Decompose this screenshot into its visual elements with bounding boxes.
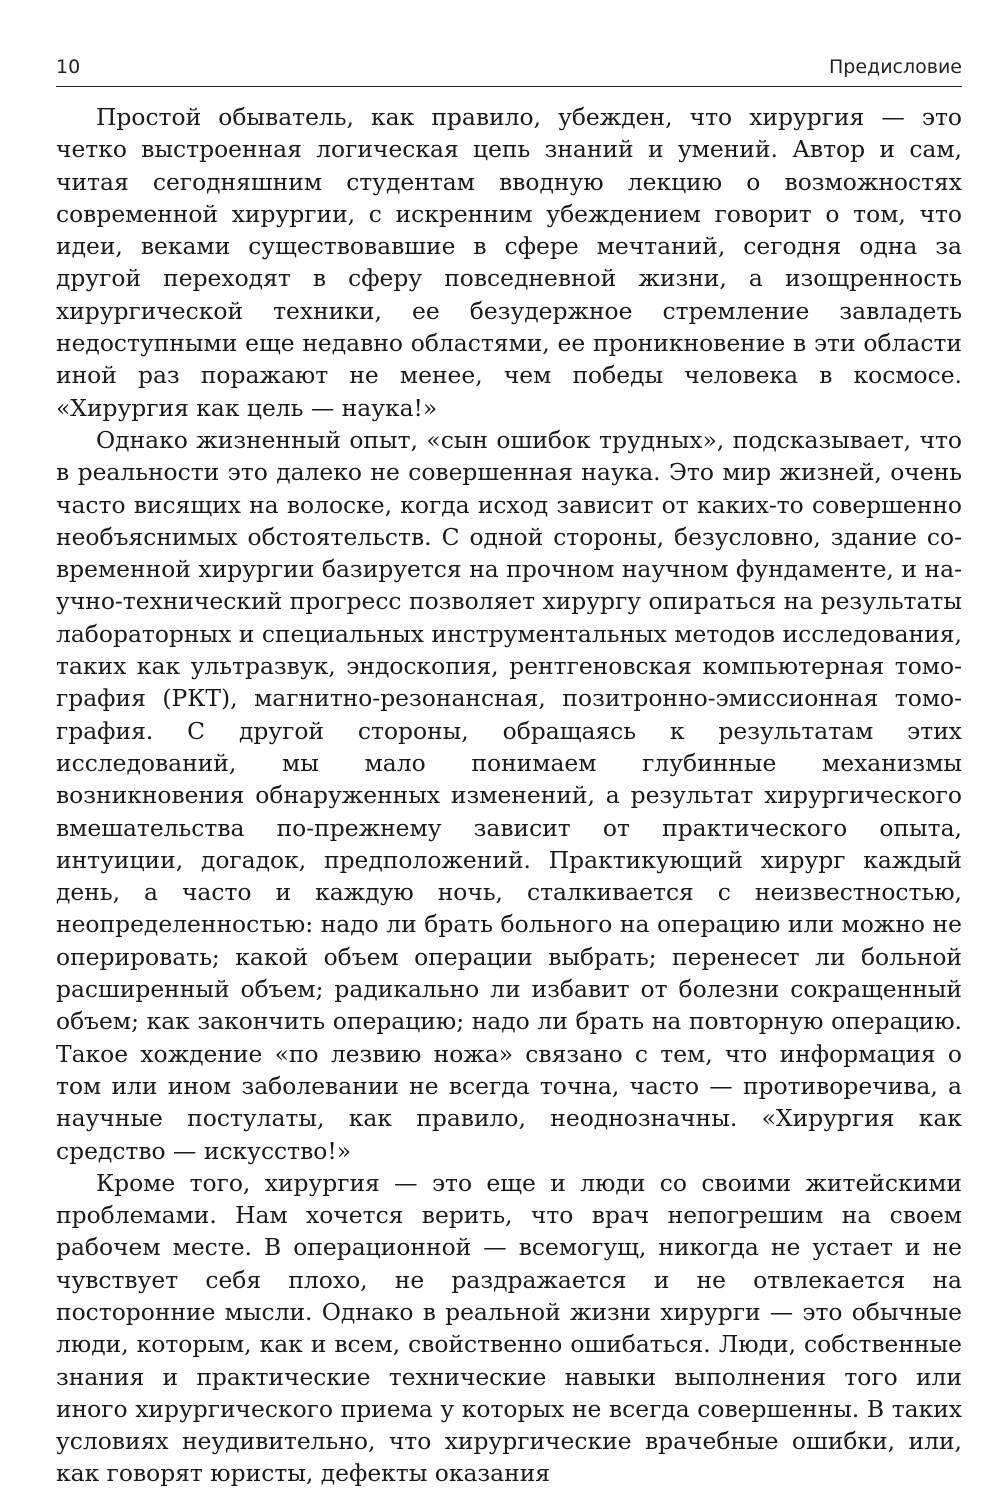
page-number: 10 — [56, 56, 81, 78]
text-body — [56, 101, 962, 1490]
paragraph-2: Однако жизненный опыт, «сын ошибок трудных», подсказывает, что в реальности это далеко не совершенная наука. Это мир жизней, очень часто висящих на волоске, когда исход зависит от каких-то совершенно необъяснимых обстоятельств. С одной стороны, безусловно, здание современной хирургии базируется на прочном научном фундаменте, и научно-технический прогресс позволяет хирургу опираться на результаты лабораторных и специальных инструментальных методов исследования, таких как ультразвук, эндоскопия, рентгеновская компьютерная томография (РКТ), магнитно-резонансная, позитронно-эмиссионная томография. С другой стороны, обращаясь к результатам этих исследований, мы мало понимаем глубинные механизмы возникновения обнаруженных изменений, а результат хирургического вмешательства по-прежнему зависит от практического опыта, интуиции, догадок, предположений. Практикующий хирург каждый день, а часто и каждую ночь, сталкивается с неизвестностью, неопределенностью: надо ли брать больного на операцию или можно не оперировать; какой объем операции выбрать; перенесет ли больной расширенный объем; радикально ли избавит от болезни сокращенный объем; как закончить операцию; надо ли брать на повторную операцию. Такое хождение «по лезвию ножа» связано с тем, что информация о том или ином заболевании не всегда точна, часто — противоречива, а научные постулаты, как правило, неоднозначны. «Хирургия как средство — искусство!» — [56, 425, 962, 1165]
page-header — [56, 52, 962, 87]
paragraph-1: Простой обыватель, как правило, убежден, что хирургия — это четко выстроенная логическая цепь знаний и умений. Автор и сам, читая сегодняшним студентам вводную лекцию о возможностях современной хирургии, с искренним убеждением говорит о том, что идеи, веками существовавшие в сфере мечтаний, сегодня одна за другой переходят в сферу повседневной жизни, а изощренность хирургической техники, ее безудержное стремление завладеть недоступными еще недавно областями, ее проникновение в эти области иной раз поражают не менее, чем победы человека в космосе. «Хирургия как цель — наука!» — [56, 103, 962, 422]
running-title: Предисловие — [829, 56, 962, 78]
paragraph-3: Кроме того, хирургия — это еще и люди со своими житейскими проблемами. Нам хочется верить, что врач непогрешим на своем рабочем месте. В операционной — всемогущ, никогда не устает и не чувствует себя плохо, не раздражается и не отвлекается на посторонние мысли. Однако в реальной жизни хирурги — это обычные люди, которым, как и всем, свойственно ошибаться. Люди, собственные знания и практические технические навыки выполнения того или иного хирургического приема у которых не всегда совершенны. В таких условиях неудивительно, что хирургические врачебные ошибки, или, как говорят юристы, дефекты оказания — [56, 1168, 962, 1488]
